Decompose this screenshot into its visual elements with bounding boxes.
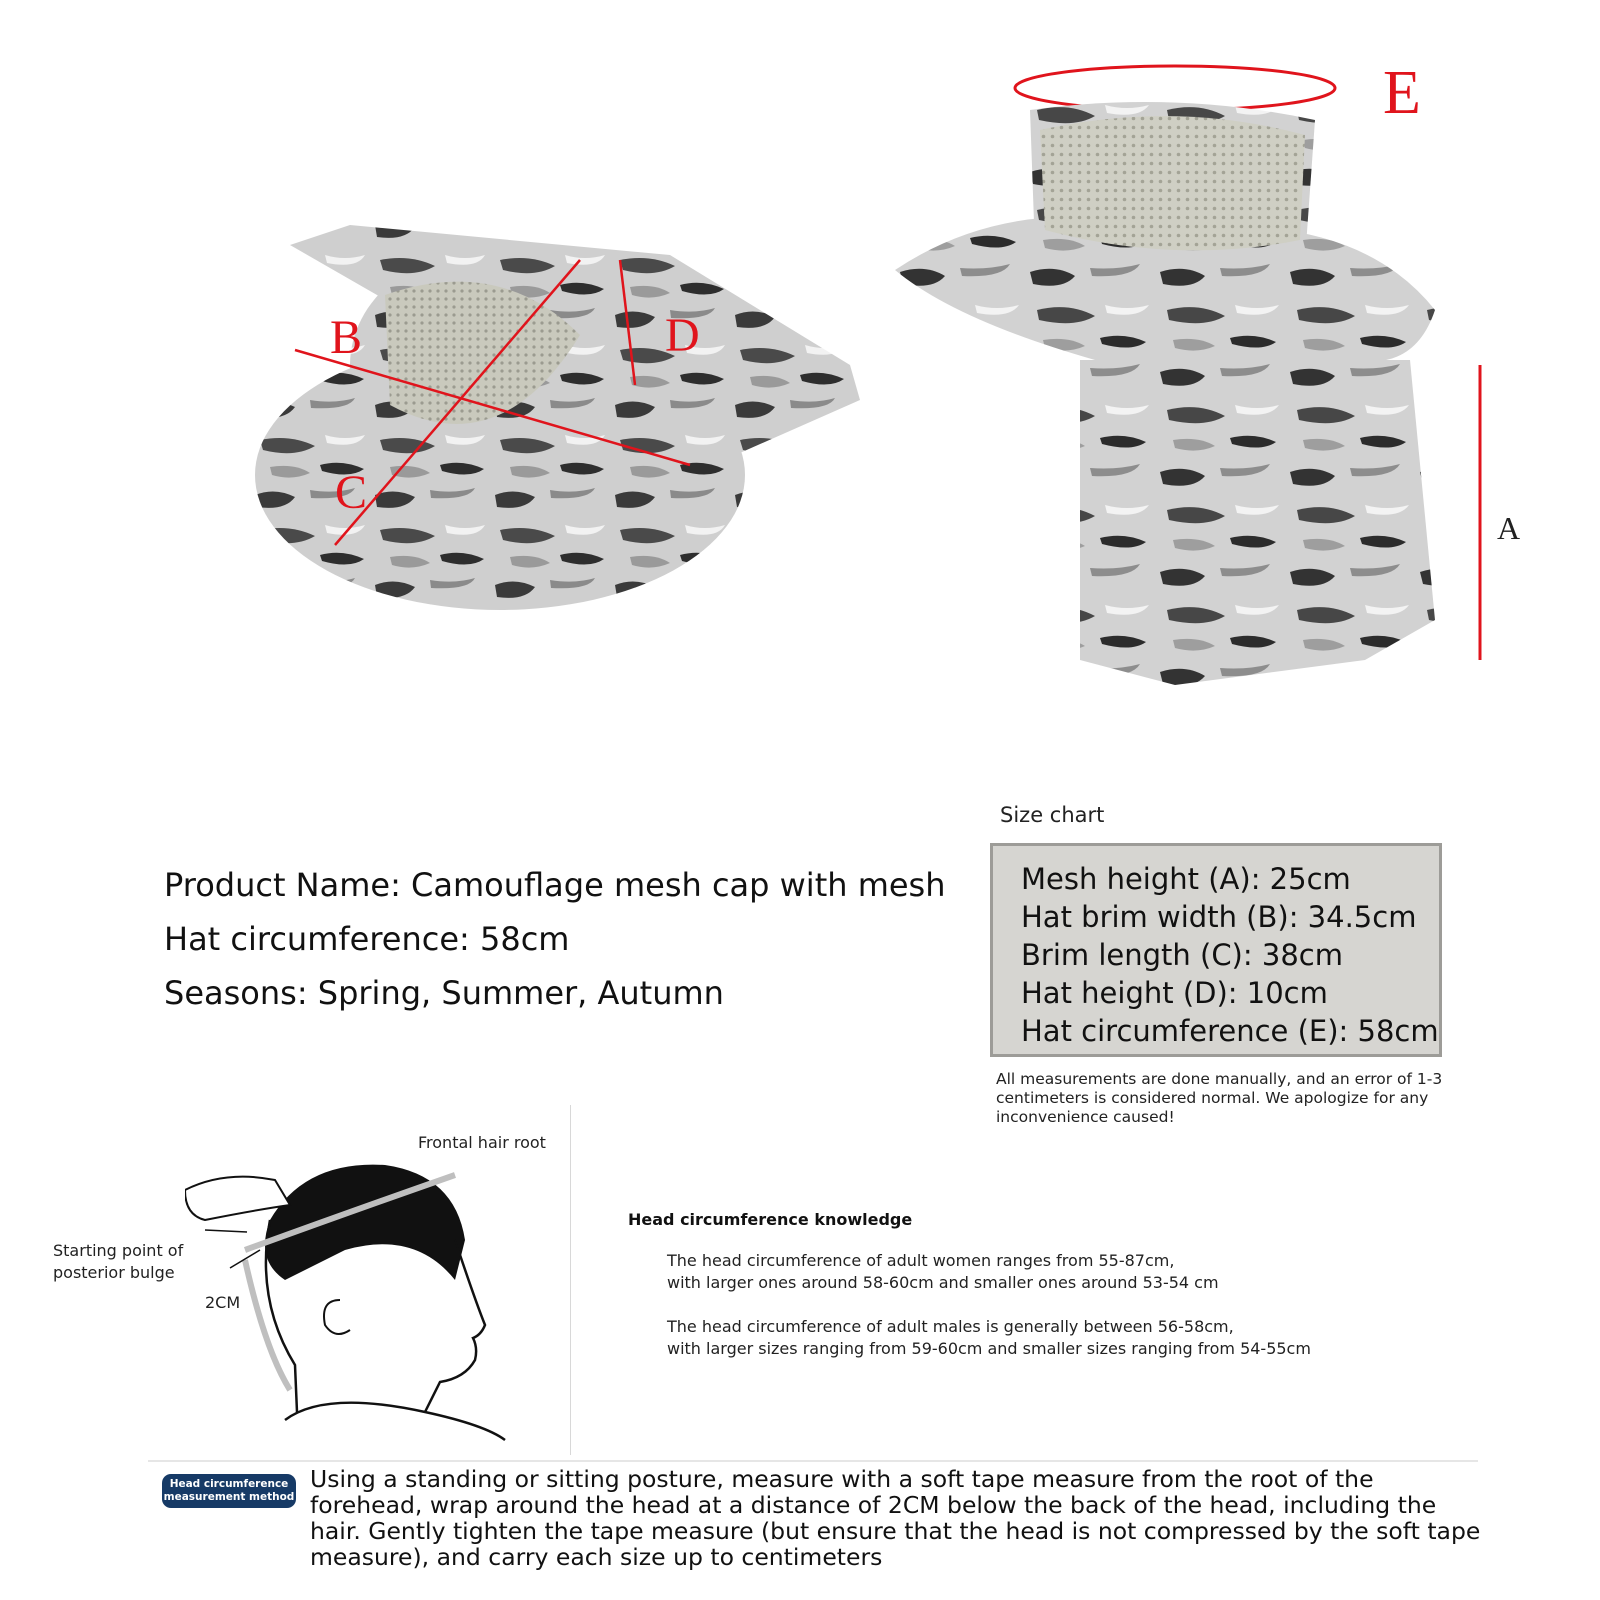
- badge-line1: Head circumference: [169, 1478, 289, 1490]
- offset-2cm-label: 2CM: [205, 1293, 241, 1312]
- knowledge-women-line2: with larger ones around 58-60cm and smaller ones around 53-54 cm: [667, 1273, 1219, 1292]
- size-row-circumference: Hat circumference (E): 58cm: [1021, 1014, 1439, 1048]
- product-seasons: Seasons: Spring, Summer, Autumn: [164, 974, 724, 1012]
- label-d: D: [665, 309, 700, 362]
- measurement-method-text: Using a standing or sitting posture, measure with a soft tape measure from the root of the forehead, wrap around the head at a distance of 2CM below the back of the head, including the hair. Gently tighten the tape measure (but ensure that the head is not compressed by the soft tape measure), and carry each size up to centimeters: [310, 1465, 1481, 1571]
- label-b: B: [330, 311, 363, 364]
- label-a: A: [1497, 510, 1521, 546]
- size-row-brim-length: Brim length (C): 38cm: [1021, 938, 1343, 972]
- size-row-mesh-height: Mesh height (A): 25cm: [1021, 862, 1351, 896]
- side-mesh-panel: [1040, 116, 1305, 250]
- product-info: [164, 858, 946, 1020]
- product-circumference: Hat circumference: 58cm: [164, 920, 570, 958]
- frontal-hair-root-label: Frontal hair root: [418, 1133, 546, 1152]
- label-c: C: [335, 466, 368, 519]
- measurement-method-badge: [162, 1474, 296, 1508]
- side-neck-flap: [1080, 360, 1435, 685]
- product-name: Product Name: Camouflage mesh cap with mesh: [164, 866, 946, 904]
- knowledge-men-line1: The head circumference of adult males is generally between 56-58cm,: [667, 1317, 1234, 1336]
- knowledge-women-line1: The head circumference of adult women ranges from 55-87cm,: [667, 1251, 1175, 1270]
- hat-side-view-image: [895, 60, 1535, 730]
- measurement-disclaimer: All measurements are done manually, and an error of 1-3 centimeters is considered normal. We apologize for any inconvenience caused!: [996, 1070, 1443, 1126]
- label-e: E: [1383, 59, 1421, 127]
- head-measurement-diagram: [185, 1150, 565, 1450]
- size-chart-box: [990, 843, 1442, 1057]
- section-divider-vertical: [570, 1105, 571, 1455]
- section-divider-horizontal: [148, 1460, 1478, 1462]
- knowledge-title: Head circumference knowledge: [628, 1210, 913, 1229]
- posterior-pointer: [205, 1230, 247, 1232]
- head-shoulder: [285, 1403, 505, 1440]
- size-row-hat-height: Hat height (D): 10cm: [1021, 976, 1328, 1010]
- head-ear: [324, 1300, 350, 1334]
- knowledge-men-line2: with larger sizes ranging from 59-60cm and smaller sizes ranging from 54-55cm: [667, 1339, 1311, 1358]
- badge-line2: measurement method: [163, 1491, 295, 1503]
- size-row-brim-width: Hat brim width (B): 34.5cm: [1021, 900, 1417, 934]
- size-chart-title: Size chart: [1000, 803, 1105, 827]
- posterior-label-line2: posterior bulge: [53, 1263, 175, 1282]
- hat-top-view-image: [250, 215, 900, 635]
- posterior-label-line1: Starting point of: [53, 1241, 184, 1260]
